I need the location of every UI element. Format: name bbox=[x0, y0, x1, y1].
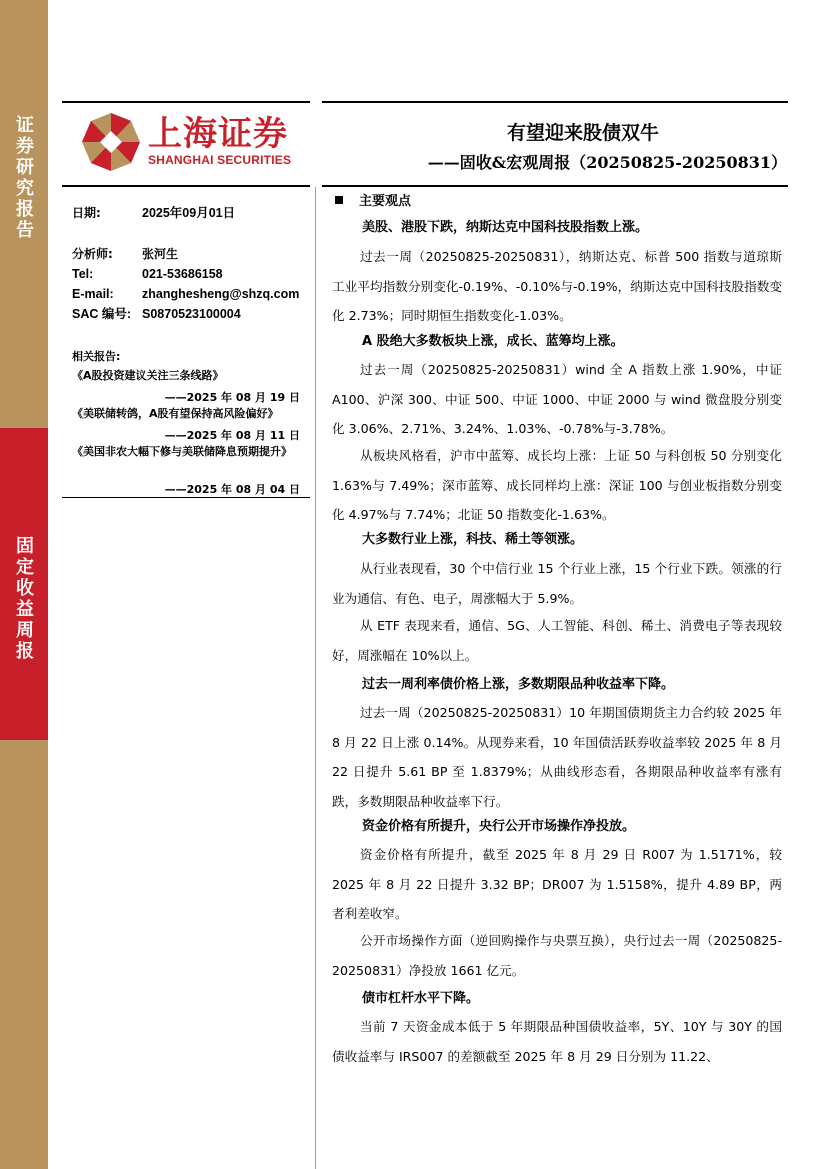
point-heading: 美股、港股下跌，纳斯达克中国科技股指数上涨。 bbox=[362, 220, 649, 235]
report-subtitle: ——固收&宏观周报（20250825-20250831） bbox=[427, 153, 787, 172]
point-heading: A 股绝大多数板块上涨，成长、蓝筹均上涨。 bbox=[362, 334, 624, 349]
point-paragraph: 当前 7 天资金成本低于 5 年期限品种国债收益率，5Y、10Y 与 30Y 的国债收益率与 IRS007 的差额截至 2025 年 8 月 29 日分别为 11.22、 bbox=[332, 1019, 782, 1064]
related-item-date: ——2025 年 08 月 11 日 bbox=[164, 429, 300, 442]
analyst-row bbox=[72, 246, 178, 262]
sac-value: S0870523100004 bbox=[142, 307, 241, 321]
date-value: 2025年09月01日 bbox=[142, 206, 236, 220]
header-rule-right bbox=[322, 101, 788, 103]
sac-label: SAC 编号: bbox=[72, 307, 132, 321]
related-item-title[interactable]: 《美国非农大幅下修与美联储降息预期提升》 bbox=[72, 445, 292, 458]
tel-row bbox=[72, 266, 223, 282]
sidebar-category-label: 证券研究报告 bbox=[16, 115, 34, 241]
analyst-label: 分析师: bbox=[72, 247, 113, 261]
point-paragraph: 从板块风格看，沪市中蓝筹、成长均上涨：上证 50 与科创板 50 分别变化 1.63%与 7.49%；深市蓝筹、成长同样均上涨：深证 100 与创业板指数分别变化 4.97%与 7.74%；北证 50 指数变化-1.63%。 bbox=[332, 448, 782, 522]
email-row bbox=[72, 286, 299, 302]
key-points-heading: 主要观点 bbox=[335, 190, 411, 209]
brand-name-en: SHANGHAI SECURITIES bbox=[148, 153, 292, 167]
point-paragraph: 过去一周（20250825-20250831）wind 全 A 指数上涨 1.90%，中证 A100、沪深 300、中证 500、中证 1000、中证 2000 与 wind 微盘股分别变化 3.06%、2.71%、3.24%、1.03%、-0.78%与-3.78%。 bbox=[332, 362, 782, 436]
column-divider bbox=[315, 187, 316, 1169]
point-paragraph: 过去一周（20250825-20250831），纳斯达克、标普 500 指数与道琼斯工业平均指数分别变化-0.19%、-0.10%与-0.19%，纳斯达克中国科技股指数变化 2.73%；同时期恒生指数变化-1.03%。 bbox=[332, 249, 782, 323]
point-paragraph: 从行业表现看，30 个中信行业 15 个行业上涨，15 个行业下跌。领涨的行业为通信、有色、电子，周涨幅大于 5.9%。 bbox=[332, 561, 782, 606]
tel-value: 021-53686158 bbox=[142, 267, 223, 281]
point-paragraph: 过去一周（20250825-20250831）10 年期国债期货主力合约较 2025 年 8 月 22 日上涨 0.14%。从现券来看，10 年国债活跃券收益率较 2025 年 8 月 22 日提升 5.61 BP 至 1.8379%；从曲线形态看，各期限品种收益率有涨有跌，多数期限品种收益率下行。 bbox=[332, 705, 782, 809]
related-item-date: ——2025 年 08 月 19 日 bbox=[164, 391, 300, 404]
point-heading: 过去一周利率债价格上涨，多数期限品种收益率下降。 bbox=[362, 677, 675, 692]
date-row bbox=[72, 205, 235, 221]
point-heading: 资金价格有所提升，央行公开市场操作净投放。 bbox=[362, 819, 636, 834]
info-rule-left bbox=[62, 185, 310, 187]
info-rule-right bbox=[322, 185, 788, 187]
related-item-title[interactable]: 《A股投资建议关注三条线路》 bbox=[72, 369, 224, 382]
header-rule-left bbox=[62, 101, 310, 103]
point-paragraph: 资金价格有所提升，截至 2025 年 8 月 29 日 R007 为 1.5171%，较 2025 年 8 月 22 日提升 3.32 BP；DR007 为 1.5158%，提升 4.89 BP，两者利差收窄。 bbox=[332, 847, 782, 921]
date-label: 日期: bbox=[72, 206, 101, 220]
email-value[interactable]: zhanghesheng@shzq.com bbox=[142, 287, 300, 301]
square-bullet-icon bbox=[335, 196, 343, 204]
point-paragraph: 公开市场操作方面（逆回购操作与央票互换），央行过去一周（20250825-20250831）净投放 1661 亿元。 bbox=[332, 933, 782, 978]
brand-name-cn: 上海证券 bbox=[148, 114, 288, 154]
related-item-title[interactable]: 《美联储转鸽，A股有望保持高风险偏好》 bbox=[72, 407, 279, 420]
sac-row bbox=[72, 306, 241, 322]
report-title: 有望迎来股债双牛 bbox=[506, 122, 659, 144]
point-paragraph: 从 ETF 表现来看，通信、5G、人工智能、科创、稀土、消费电子等表现较好，周涨幅在 10%以上。 bbox=[332, 618, 782, 663]
sidebar-section-label: 固定收益周报 bbox=[16, 536, 34, 662]
email-label: E-mail: bbox=[72, 287, 114, 301]
point-heading: 大多数行业上涨，科技、稀土等领涨。 bbox=[362, 532, 584, 547]
sidebar-bottom-band bbox=[0, 740, 48, 1169]
analyst-value: 张河生 bbox=[142, 247, 179, 261]
related-item-date: ——2025 年 08 月 04 日 bbox=[164, 483, 300, 496]
point-heading: 债市杠杆水平下降。 bbox=[362, 991, 480, 1006]
octagon-logo-icon bbox=[80, 111, 142, 173]
related-heading: 相关报告: bbox=[72, 350, 121, 363]
tel-label: Tel: bbox=[72, 267, 94, 281]
related-rule bbox=[62, 497, 310, 498]
